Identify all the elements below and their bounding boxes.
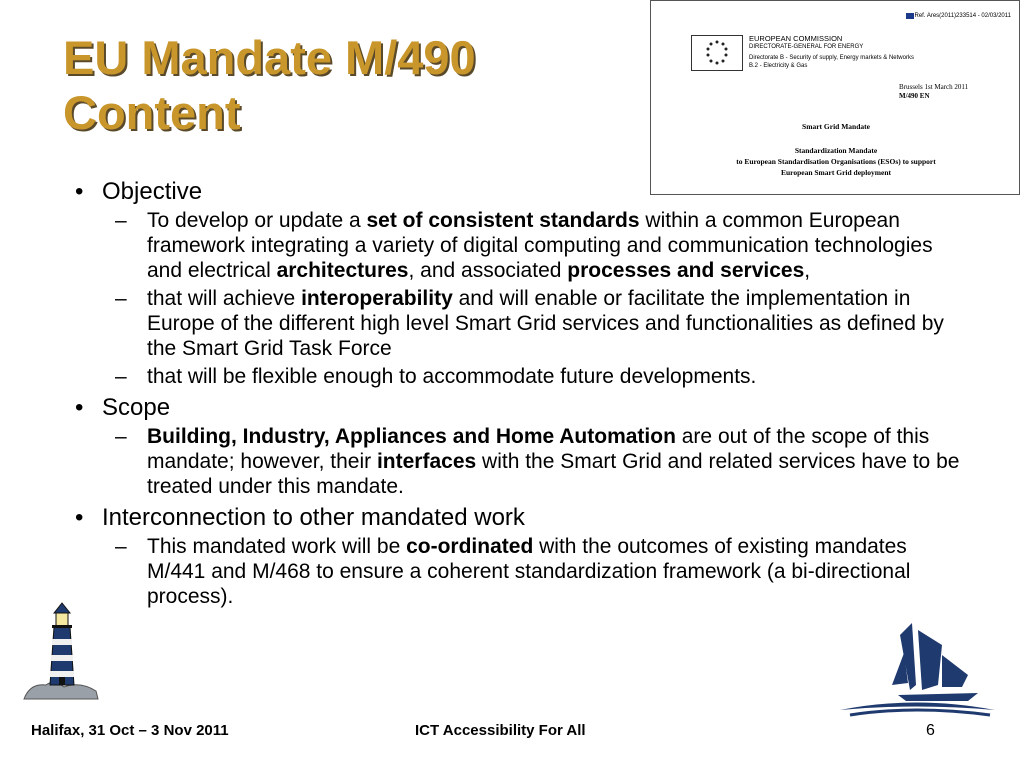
- thumbnail-sub3: European Smart Grid deployment: [780, 168, 892, 177]
- thumbnail-sub1: Standardization Mandate: [794, 146, 878, 155]
- text: are out of the scope of this mandate; however, their: [147, 425, 930, 473]
- text: and will enable or facilitate the implementation in Europe of the different high level Smart Grid services and functionalities as defined by the Smart Grid Task Force: [147, 287, 944, 360]
- title-line-2: Content: [63, 86, 241, 139]
- text: that will be flexible enough to accommodate future developments.: [147, 365, 757, 388]
- text: ,: [804, 259, 811, 282]
- sub-bullet: [75, 534, 965, 609]
- bullet-icon: •: [75, 504, 84, 531]
- thumbnail-org-dg: DIRECTORATE-GENERAL FOR ENERGY: [749, 44, 864, 50]
- bullet-interconnection: [75, 505, 965, 531]
- bullet-objective: [75, 179, 965, 205]
- slide-title: [63, 30, 476, 140]
- bullet-label: Objective: [102, 178, 203, 205]
- lighthouse-icon: [20, 595, 100, 710]
- footer-title: ICT Accessibility For All: [415, 722, 586, 739]
- bullet-icon: •: [75, 394, 84, 421]
- bold-text: interoperability: [301, 287, 453, 310]
- text: , and associated: [408, 259, 568, 282]
- dash-icon: –: [115, 287, 127, 310]
- bullet-label: Scope: [102, 394, 171, 421]
- slide-body: [75, 175, 965, 609]
- bold-text: processes and services: [567, 259, 805, 282]
- text: with the Smart Grid and related services have to be treated under this mandate.: [147, 450, 960, 498]
- thumbnail-org-name: EUROPEAN COMMISSION: [749, 34, 843, 43]
- bold-text: set of consistent standards: [366, 209, 640, 232]
- bold-text: co-ordinated: [406, 535, 534, 558]
- title-line-1: EU Mandate M/490: [63, 31, 476, 84]
- text: This mandated work will be: [147, 535, 407, 558]
- sub-bullet: [75, 286, 965, 361]
- ec-logo: [691, 35, 743, 71]
- text: that will achieve: [147, 287, 302, 310]
- footer-location: Halifax, 31 Oct – 3 Nov 2011: [31, 722, 229, 739]
- sailing-ship-icon: [830, 615, 1000, 725]
- thumbnail-date-block: [899, 83, 968, 101]
- bold-text: architectures: [276, 259, 409, 282]
- sub-bullet: [75, 208, 965, 283]
- bullet-scope: [75, 395, 965, 421]
- bullet-icon: •: [75, 178, 84, 205]
- text: with the outcomes of existing mandates M/441 and M/468 to ensure a coherent standardization framework (a bi-directional process).: [147, 535, 911, 608]
- thumbnail-org-dir2: B.2 - Electricity & Gas: [749, 63, 808, 69]
- dash-icon: –: [115, 365, 127, 388]
- document-thumbnail: [650, 0, 1020, 195]
- thumbnail-heading: Smart Grid Mandate: [802, 122, 870, 131]
- thumbnail-ref: Ref. Ares(2011)233514 - 02/03/2011: [914, 13, 1011, 19]
- page-number: 6: [926, 722, 935, 739]
- bullet-label: Interconnection to other mandated work: [102, 504, 525, 531]
- eu-flag-icon: [906, 13, 914, 19]
- bold-text: interfaces: [376, 450, 477, 473]
- thumbnail-doc-id: M/490 EN: [899, 92, 930, 100]
- bold-text: Building, Industry, Appliances and Home Automation: [147, 425, 676, 448]
- thumbnail-org: [749, 35, 914, 70]
- thumbnail-org-dir1: Directorate B - Security of supply, Energy markets & Networks: [749, 55, 914, 61]
- sub-bullet: [75, 364, 965, 389]
- dash-icon: –: [115, 425, 127, 448]
- thumbnail-date: Brussels 1st March 2011: [899, 83, 969, 91]
- dash-icon: –: [115, 209, 127, 232]
- thumbnail-sub2: to European Standardisation Organisations (ESOs) to support: [736, 157, 936, 166]
- sub-bullet: [75, 424, 965, 499]
- text: within a common European framework integrating a variety of digital computing and communication technologies and electrical: [147, 209, 933, 282]
- dash-icon: –: [115, 535, 127, 558]
- text: To develop or update a: [147, 209, 367, 232]
